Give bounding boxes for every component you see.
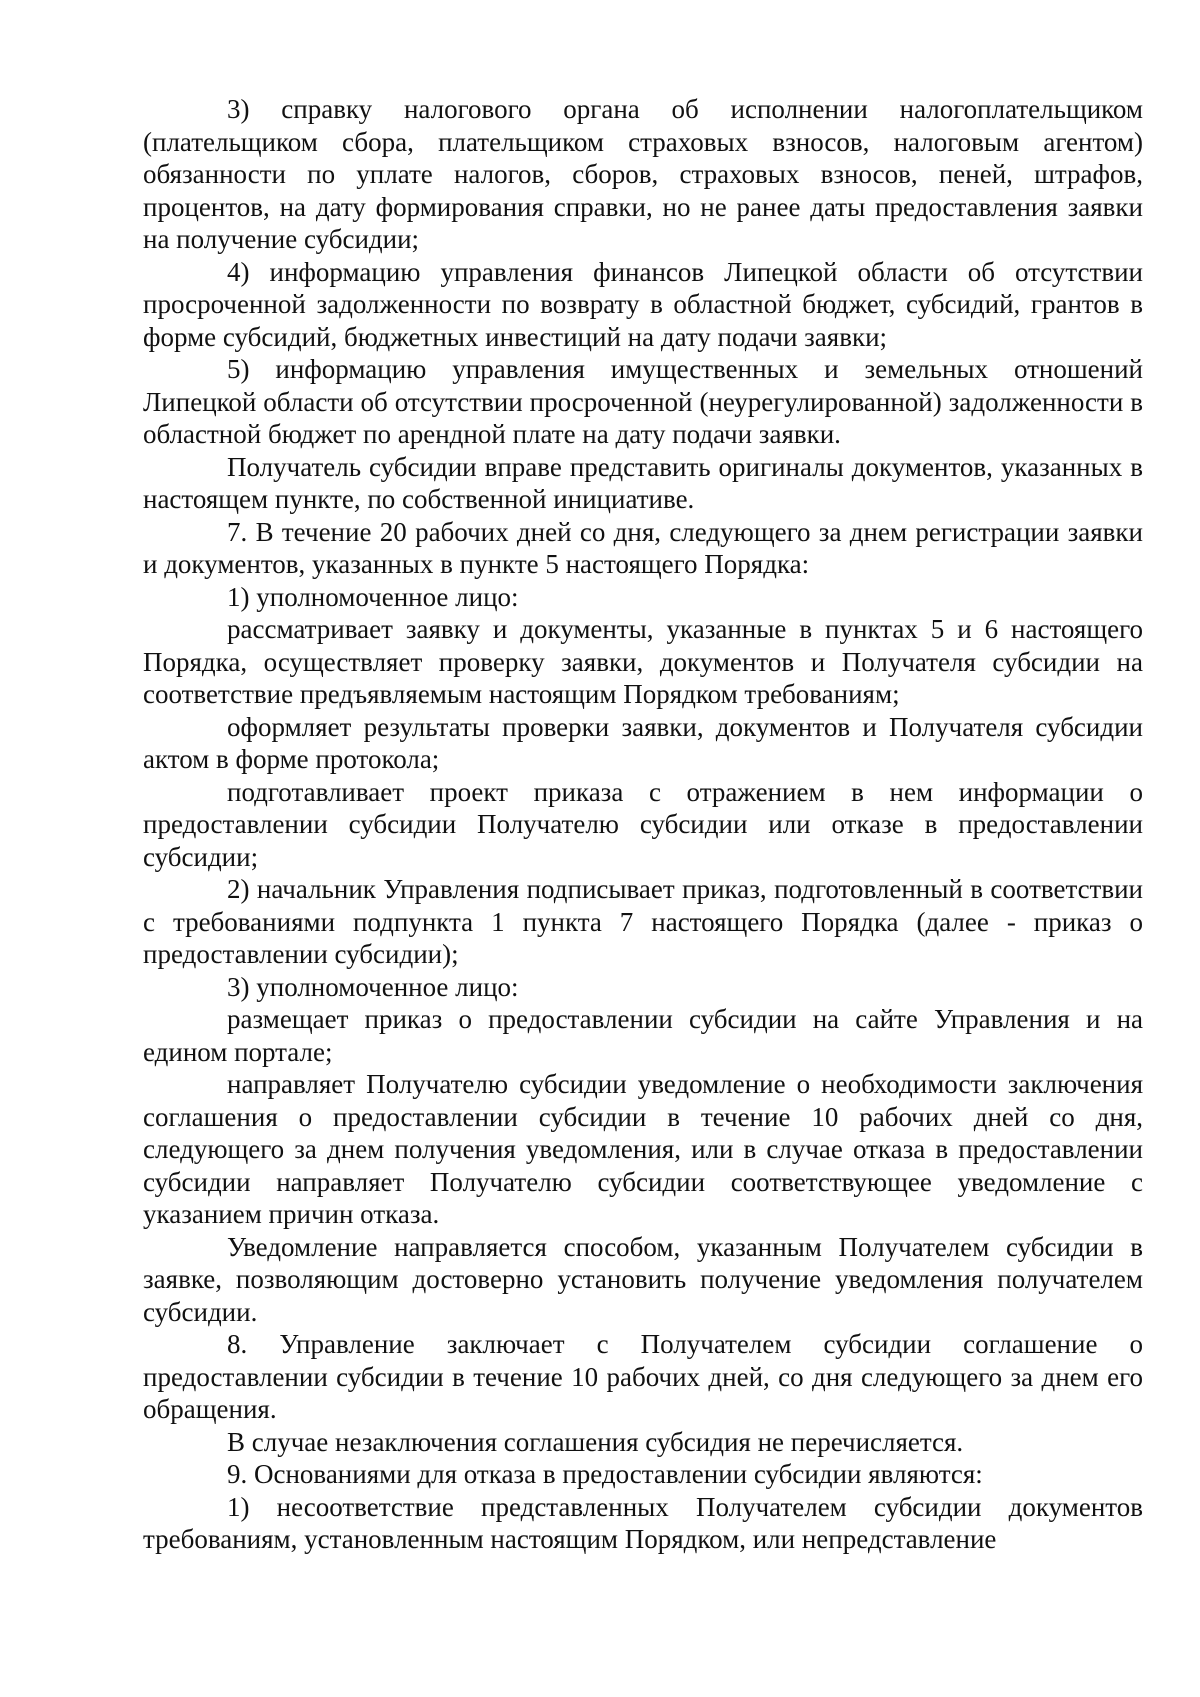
paragraph-7-1-reviews: рассматривает заявку и документы, указанные в пунктах 5 и 6 настоящего Порядка, осуществляет проверку заявки, документов и Получателя субсидии на соответствие предъявляемым настоящим Порядком требованиям; (143, 614, 1143, 709)
paragraph-item-3-tax-certificate: 3) справку налогового органа об исполнении налогоплательщиком (плательщиком сбора, плательщиком страховых взносов, налоговым агентом) обязанности по уплате налогов, сборов, страховых взносов, пеней, штрафов, процентов, на дату формирования справки, но не ранее даты предоставления заявки на получение субсидии; (143, 94, 1143, 254)
paragraph-9-1-noncompliance: 1) несоответствие представленных Получателем субсидии документов требованиям, установленным настоящим Порядком, или непредставление (143, 1491, 1143, 1554)
paragraph-7-1-authorized-person: 1) уполномоченное лицо: (227, 581, 519, 612)
paragraph-item-4-finance-info: 4) информацию управления финансов Липецкой области об отсутствии просроченной задолженности по возврату в областной бюджет, субсидий, грантов в форме субсидий, бюджетных инвестиций на дату подачи заявки; (143, 256, 1143, 352)
paragraph-originals-note: Получатель субсидии вправе представить оригиналы документов, указанных в настоящем пункте, по собственной инициативе. (143, 451, 1143, 514)
paragraph-7-3-publishes: размещает приказ о предоставлении субсидии на сайте Управления и на едином портале; (143, 1004, 1143, 1067)
paragraph-item-5-property-info: 5) информацию управления имущественных и земельных отношений Липецкой области об отсутствии просроченной (неурегулированной) задолженности в областной бюджет по арендной плате на дату подачи заявки. (143, 354, 1143, 449)
paragraph-notification-method: Уведомление направляется способом, указанным Получателем субсидии в заявке, позволяющим достоверно установить получение уведомления получателем субсидии. (143, 1231, 1143, 1327)
document-page (143, 93, 1143, 1556)
paragraph-no-agreement: В случае незаключения соглашения субсидия не перечисляется. (227, 1426, 964, 1457)
paragraph-section-8: 8. Управление заключает с Получателем субсидии соглашение о предоставлении субсидии в течение 10 рабочих дней, со дня следующего за днем его обращения. (143, 1329, 1143, 1424)
paragraph-7-3-notifies: направляет Получателю субсидии уведомление о необходимости заключения соглашения о предоставлении субсидии в течение 10 рабочих дней со дня, следующего за днем получения уведомления, или в случае отказа в предоставлении субсидии направляет Получателю субсидии соответствующее уведомление с указанием причин отказа. (143, 1069, 1143, 1229)
paragraph-7-3-authorized-person: 3) уполномоченное лицо: (227, 971, 519, 1002)
paragraph-section-7: 7. В течение 20 рабочих дней со дня, следующего за днем регистрации заявки и документов, указанных в пункте 5 настоящего Порядка: (143, 516, 1143, 579)
paragraph-7-1-protocol: оформляет результаты проверки заявки, документов и Получателя субсидии актом в форме протокола; (143, 711, 1143, 774)
paragraph-7-1-draft-order: подготавливает проект приказа с отражением в нем информации о предоставлении субсидии Получателю субсидии или отказе в предоставлении субсидии; (143, 776, 1143, 872)
paragraph-7-2-head-signs: 2) начальник Управления подписывает приказ, подготовленный в соответствии с требованиями подпункта 1 пункта 7 настоящего Порядка (далее - приказ о предоставлении субсидии); (143, 874, 1143, 969)
paragraph-section-9: 9. Основаниями для отказа в предоставлении субсидии являются: (227, 1459, 983, 1489)
